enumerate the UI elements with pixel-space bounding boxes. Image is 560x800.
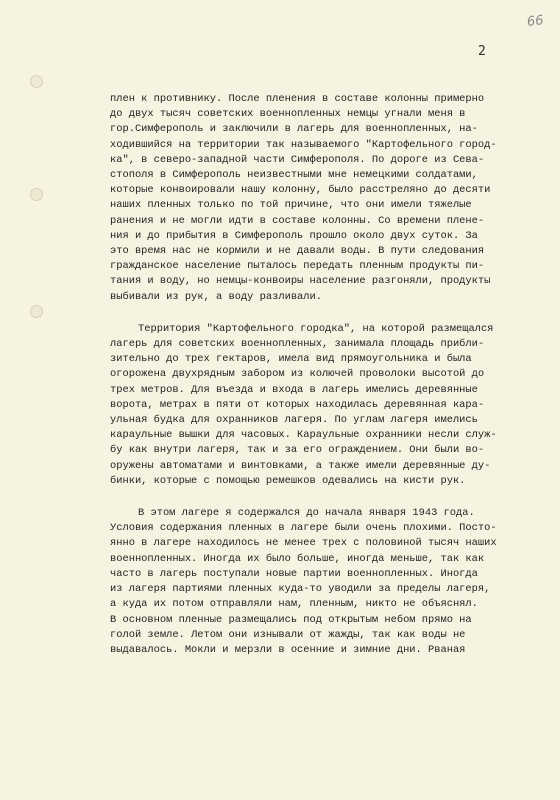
text-line: часто в лагерь поступали новые партии военнопленных. Иногда	[110, 567, 478, 580]
text-line: Территория "Картофельного городка", на которой размещался	[138, 322, 494, 335]
text-line: ульная будка для охранников лагеря. По углам лагеря имелись	[110, 414, 478, 427]
text-line: ворота, метрах в пяти от которых находилась деревянная кара-	[110, 398, 485, 411]
text-line: стополя в Симферополь неизвестными мне немецкими солдатами,	[110, 169, 478, 182]
text-line: зительно до трех гектаров, имела вид прямоугольника и была	[110, 353, 472, 366]
text-line: бу как внутри лагеря, так и за его ограждением. Они были во-	[110, 444, 485, 457]
text-line: военнопленных. Иногда их было больше, иногда меньше, так как	[110, 552, 485, 565]
document-body	[110, 92, 526, 658]
text-line: янно в лагере находилось не менее трех с половиной тысяч наших	[110, 537, 497, 550]
text-line: до двух тысяч советских военнопленных немцы угнали меня в	[110, 108, 466, 121]
text-line: В этом лагере я содержался до начала января 1943 года.	[138, 507, 475, 520]
text-line: ка", в северо-западной части Симферополя. По дороге из Сева-	[110, 153, 485, 166]
text-line: наших пленных только по той причине, что они имели тяжелые	[110, 199, 472, 212]
text-line: трех метров. Для въезда и входа в лагерь имелись деревянные	[110, 383, 478, 396]
text-line: тания и воду, но немцы-конвоиры население разгоняли, продукты	[110, 275, 491, 288]
archive-number: 66	[526, 13, 545, 30]
text-line: из лагеря партиями пленных куда-то уводили за пределы лагеря,	[110, 583, 491, 596]
text-line: гор.Симферополь и заключили в лагерь для военнопленных, на-	[110, 123, 478, 136]
paragraph-2	[110, 322, 526, 489]
text-line: ходившийся на территории так называемого "Картофельного город-	[110, 138, 497, 151]
paragraph-3	[110, 506, 526, 658]
punch-hole	[30, 305, 43, 318]
text-line: ранения и не могли идти в составе колонны. Со времени плене-	[110, 214, 485, 227]
text-line: В основном пленные размещались под открытым небом прямо на	[110, 613, 472, 626]
text-line: бинки, которые с помощью ремешков одевались на кисти рук.	[110, 474, 466, 487]
text-line: лагерь для советских военнопленных, занимала площадь прибли-	[110, 338, 485, 351]
text-line: голой земле. Летом они изнывали от жажды, так как воды не	[110, 628, 466, 641]
text-line: оружены автоматами и винтовками, а также имели деревянные ду-	[110, 459, 491, 472]
text-line: гражданское население пыталось передать пленным продукты пи-	[110, 260, 485, 273]
page-number: 2	[478, 44, 486, 59]
text-line: Условия содержания пленных в лагере были очень плохими. Посто-	[110, 522, 497, 535]
paragraph-1	[110, 92, 526, 305]
text-line: которые конвоировали нашу колонну, было расстреляно до десяти	[110, 184, 491, 197]
text-line: выбивали из рук, а воду разливали.	[110, 290, 323, 303]
text-line: плен к противнику. После пленения в составе колонны примерно	[110, 93, 485, 105]
punch-hole	[30, 75, 43, 88]
text-line: огорожена двухрядным забором из колючей проволоки высотой до	[110, 368, 485, 381]
text-line: караульные вышки для часовых. Караульные охранники несли служ-	[110, 429, 497, 442]
text-line: выдавалось. Мокли и мерзли в осенние и зимние дни. Рваная	[110, 643, 466, 656]
text-line: а куда их потом отправляли нам, пленным, никто не объяснял.	[110, 598, 478, 611]
text-line: это время нас не кормили и не давали воды. В пути следования	[110, 245, 485, 258]
punch-hole	[30, 188, 43, 201]
text-line: ния и до прибытия в Симферополь прошло около двух суток. За	[110, 229, 478, 242]
